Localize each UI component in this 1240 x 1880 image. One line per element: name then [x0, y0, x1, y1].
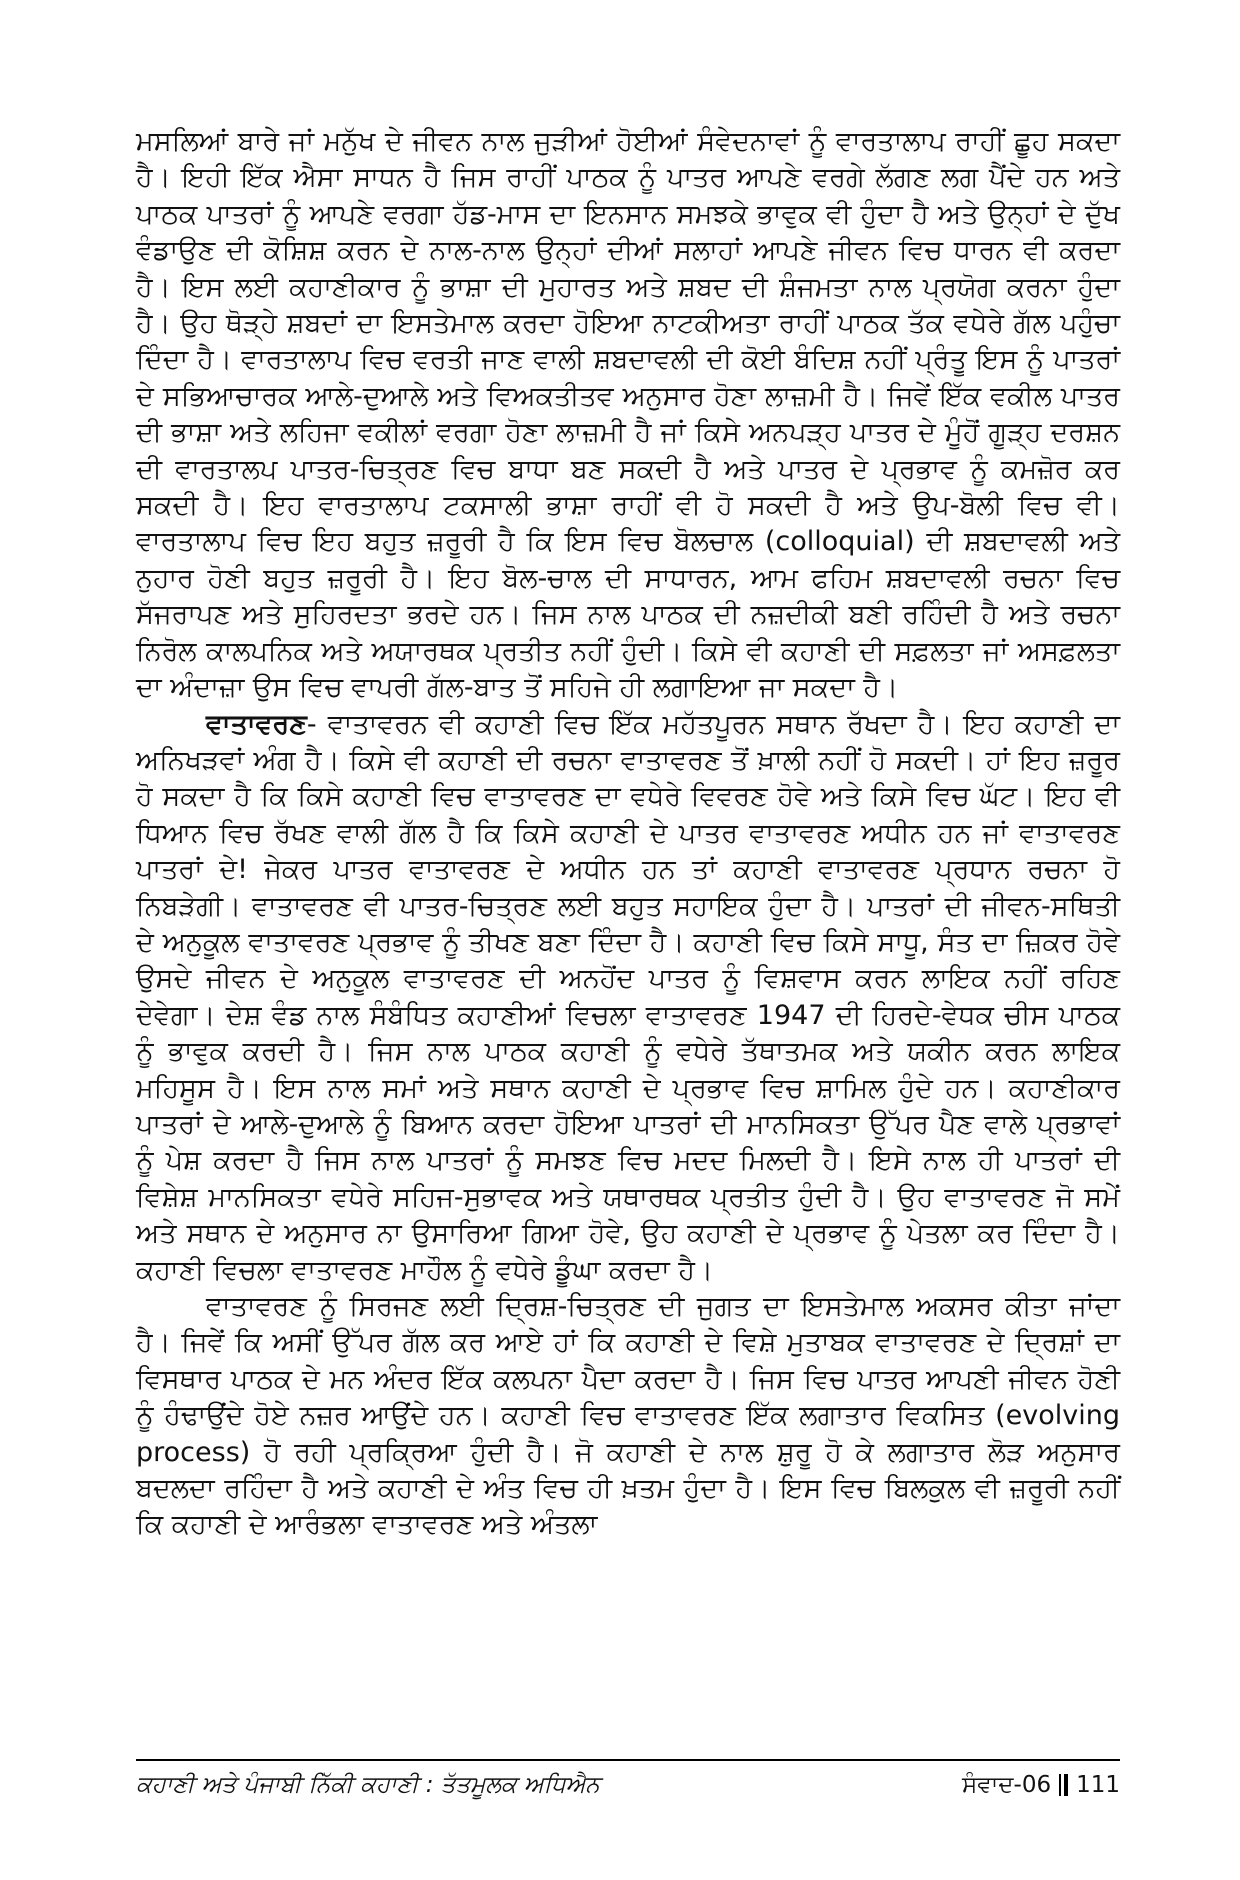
separator-bars-icon [1059, 1774, 1068, 1796]
paragraph-environment-text: - ਵਾਤਾਵਰਨ ਵੀ ਕਹਾਣੀ ਵਿਚ ਇੱਕ ਮਹੱਤਪੂਰਨ ਸਥਾਨ ਰੱਖਦਾ ਹੈ। ਇਹ ਕਹਾਣੀ ਦਾ ਅਨਿਖੜਵਾਂ ਅੰਗ ਹੈ। ਕਿਸੇ ਵੀ ਕਹਾਣੀ ਦੀ ਰਚਨਾ ਵਾਤਾਵਰਣ ਤੋਂ ਖ਼ਾਲੀ ਨਹੀਂ ਹੋ ਸਕਦੀ। ਹਾਂ ਇਹ ਜ਼ਰੂਰ ਹੋ ਸਕਦਾ ਹੈ ਕਿ ਕਿਸੇ ਕਹਾਣੀ ਵਿਚ ਵਾਤਾਵਰਣ ਦਾ ਵਧੇਰੇ ਵਿਵਰਣ ਹੋਵੇ ਅਤੇ ਕਿਸੇ ਵਿਚ ਘੱਟ। ਇਹ ਵੀ ਧਿਆਨ ਵਿਚ ਰੱਖਣ ਵਾਲੀ ਗੱਲ ਹੈ ਕਿ ਕਿਸੇ ਕਹਾਣੀ ਦੇ ਪਾਤਰ ਵਾਤਾਵਰਣ ਅਧੀਨ ਹਨ ਜਾਂ ਵਾਤਾਵਰਣ ਪਾਤਰਾਂ ਦੇ! ਜੇਕਰ ਪਾਤਰ ਵਾਤਾਵਰਣ ਦੇ ਅਧੀਨ ਹਨ ਤਾਂ ਕਹਾਣੀ ਵਾਤਾਵਰਣ ਪ੍ਰਧਾਨ ਰਚਨਾ ਹੋ ਨਿਬੜੇਗੀ। ਵਾਤਾਵਰਣ ਵੀ ਪਾਤਰ-ਚਿਤ੍ਰਣ ਲਈ ਬਹੁਤ ਸਹਾਇਕ ਹੁੰਦਾ ਹੈ। ਪਾਤਰਾਂ ਦੀ ਜੀਵਨ-ਸਥਿਤੀ ਦੇ ਅਨੁਕੂਲ ਵਾਤਾਵਰਣ ਪ੍ਰਭਾਵ ਨੂੰ ਤੀਖਣ ਬਣਾ ਦਿੰਦਾ ਹੈ। ਕਹਾਣੀ ਵਿਚ ਕਿਸੇ ਸਾਧੂ, ਸੰਤ ਦਾ ਜ਼ਿਕਰ ਹੋਵੇ ਉਸਦੇ ਜੀਵਨ ਦੇ ਅਨੁਕੂਲ ਵਾਤਾਵਰਣ ਦੀ ਅਨਹੋਂਦ ਪਾਤਰ ਨੂੰ ਵਿਸ਼ਵਾਸ ਕਰਨ ਲਾਇਕ ਨਹੀਂ ਰਹਿਣ ਦੇਵੇਗਾ। ਦੇਸ਼ ਵੰਡ ਨਾਲ ਸੰਬੰਧਿਤ ਕਹਾਣੀਆਂ ਵਿਚਲਾ ਵਾਤਾਵਰਣ 1947 ਦੀ ਹਿਰਦੇ-ਵੇਧਕ ਚੀਸ ਪਾਠਕ ਨੂੰ ਭਾਵੁਕ ਕਰਦੀ ਹੈ। ਜਿਸ ਨਾਲ ਪਾਠਕ ਕਹਾਣੀ ਨੂੰ ਵਧੇਰੇ ਤੱਥਾਤਮਕ ਅਤੇ ਯਕੀਨ ਕਰਨ ਲਾਇਕ ਮਹਿਸੂਸ ਹੈ। ਇਸ ਨਾਲ ਸਮਾਂ ਅਤੇ ਸਥਾਨ ਕਹਾਣੀ ਦੇ ਪ੍ਰਭਾਵ ਵਿਚ ਸ਼ਾਮਿਲ ਹੁੰਦੇ ਹਨ। ਕਹਾਣੀਕਾਰ ਪਾਤਰਾਂ ਦੇ ਆਲੇ-ਦੁਆਲੇ ਨੂੰ ਬਿਆਨ ਕਰਦਾ ਹੋਇਆ ਪਾਤਰਾਂ ਦੀ ਮਾਨਸਿਕਤਾ ਉੱਪਰ ਪੈਣ ਵਾਲੇ ਪ੍ਰਭਾਵਾਂ ਨੂੰ ਪੇਸ਼ ਕਰਦਾ ਹੈ ਜਿਸ ਨਾਲ ਪਾਤਰਾਂ ਨੂੰ ਸਮਝਣ ਵਿਚ ਮਦਦ ਮਿਲਦੀ ਹੈ। ਇਸੇ ਨਾਲ ਹੀ ਪਾਤਰਾਂ ਦੀ ਵਿਸ਼ੇਸ਼ ਮਾਨਸਿਕਤਾ ਵਧੇਰੇ ਸਹਿਜ-ਸੁਭਾਵਕ ਅਤੇ ਯਥਾਰਥਕ ਪ੍ਰਤੀਤ ਹੁੰਦੀ ਹੈ। ਉਹ ਵਾਤਾਵਰਣ ਜੋ ਸਮੇਂ ਅਤੇ ਸਥਾਨ ਦੇ ਅਨੁਸਾਰ ਨਾ ਉਸਾਰਿਆ ਗਿਆ ਹੋਵੇ, ਉਹ ਕਹਾਣੀ ਦੇ ਪ੍ਰਭਾਵ ਨੂੰ ਪੇਤਲਾ ਕਰ ਦਿੰਦਾ ਹੈ। ਕਹਾਣੀ ਵਿਚਲਾ ਵਾਤਾਵਰਣ ਮਾਹੌਲ ਨੂੰ ਵਧੇਰੇ ਡੂੰਘਾ ਕਰਦਾ ਹੈ। [136, 708, 1120, 1286]
page-footer [136, 1765, 1120, 1805]
separator-bar-thin [1059, 1774, 1061, 1796]
running-title: ਕਹਾਣੀ ਅਤੇ ਪੰਜਾਬੀ ਨਿੱਕੀ ਕਹਾਣੀ : ਤੱਤਮੂਲਕ ਅਧਿਐਨ [136, 1772, 600, 1798]
footer-page-info [962, 1765, 1120, 1805]
paragraph-scene-depiction: ਵਾਤਾਵਰਣ ਨੂੰ ਸਿਰਜਣ ਲਈ ਦ੍ਰਿਸ਼-ਚਿਤ੍ਰਣ ਦੀ ਜੁਗਤ ਦਾ ਇਸਤੇਮਾਲ ਅਕਸਰ ਕੀਤਾ ਜਾਂਦਾ ਹੈ। ਜਿਵੇਂ ਕਿ ਅਸੀਂ ਉੱਪਰ ਗੱਲ ਕਰ ਆਏ ਹਾਂ ਕਿ ਕਹਾਣੀ ਦੇ ਵਿਸ਼ੇ ਮੁਤਾਬਕ ਵਾਤਾਵਰਣ ਦੇ ਦ੍ਰਿਸ਼ਾਂ ਦਾ ਵਿਸਥਾਰ ਪਾਠਕ ਦੇ ਮਨ ਅੰਦਰ ਇੱਕ ਕਲਪਨਾ ਪੈਦਾ ਕਰਦਾ ਹੈ। ਜਿਸ ਵਿਚ ਪਾਤਰ ਆਪਣੀ ਜੀਵਨ ਹੋਣੀ ਨੂੰ ਹੰਢਾਉਂਦੇ ਹੋਏ ਨਜ਼ਰ ਆਉਂਦੇ ਹਨ। ਕਹਾਣੀ ਵਿਚ ਵਾਤਾਵਰਣ ਇੱਕ ਲਗਾਤਾਰ ਵਿਕਸਿਤ (evolving process) ਹੋ ਰਹੀ ਪ੍ਰਕ੍ਰਿਆ ਹੁੰਦੀ ਹੈ। ਜੋ ਕਹਾਣੀ ਦੇ ਨਾਲ ਸ਼ੁਰੂ ਹੋ ਕੇ ਲਗਾਤਾਰ ਲੋੜ ਅਨੁਸਾਰ ਬਦਲਦਾ ਰਹਿੰਦਾ ਹੈ ਅਤੇ ਕਹਾਣੀ ਦੇ ਅੰਤ ਵਿਚ ਹੀ ਖ਼ਤਮ ਹੁੰਦਾ ਹੈ। ਇਸ ਵਿਚ ਬਿਲਕੁਲ ਵੀ ਜ਼ਰੂਰੀ ਨਹੀਂ ਕਿ ਕਹਾਣੀ ਦੇ ਆਰੰਭਲਾ ਵਾਤਾਵਰਣ ਅਤੇ ਅੰਤਲਾ [136, 1291, 1120, 1541]
body-text [136, 124, 1120, 1544]
paragraph-dialogue: ਮਸਲਿਆਂ ਬਾਰੇ ਜਾਂ ਮਨੁੱਖ ਦੇ ਜੀਵਨ ਨਾਲ ਜੁੜੀਆਂ ਹੋਈਆਂ ਸੰਵੇਦਨਾਵਾਂ ਨੂੰ ਵਾਰਤਾਲਾਪ ਰਾਹੀਂ ਛੂਹ ਸਕਦਾ ਹੈ। ਇਹੀ ਇੱਕ ਐਸਾ ਸਾਧਨ ਹੈ ਜਿਸ ਰਾਹੀਂ ਪਾਠਕ ਨੂੰ ਪਾਤਰ ਆਪਣੇ ਵਰਗੇ ਲੱਗਣ ਲਗ ਪੈਂਦੇ ਹਨ ਅਤੇ ਪਾਠਕ ਪਾਤਰਾਂ ਨੂੰ ਆਪਣੇ ਵਰਗਾ ਹੱਡ-ਮਾਸ ਦਾ ਇਨਸਾਨ ਸਮਝਕੇ ਭਾਵੁਕ ਵੀ ਹੁੰਦਾ ਹੈ ਅਤੇ ਉਨ੍ਹਾਂ ਦੇ ਦੁੱਖ ਵੰਡਾਉਣ ਦੀ ਕੋਸ਼ਿਸ਼ ਕਰਨ ਦੇ ਨਾਲ-ਨਾਲ ਉਨ੍ਹਾਂ ਦੀਆਂ ਸਲਾਹਾਂ ਆਪਣੇ ਜੀਵਨ ਵਿਚ ਧਾਰਨ ਵੀ ਕਰਦਾ ਹੈ। ਇਸ ਲਈ ਕਹਾਣੀਕਾਰ ਨੂੰ ਭਾਸ਼ਾ ਦੀ ਮੁਹਾਰਤ ਅਤੇ ਸ਼ਬਦ ਦੀ ਸ਼ੰਜਮਤਾ ਨਾਲ ਪ੍ਰਯੋਗ ਕਰਨਾ ਹੁੰਦਾ ਹੈ। ਉਹ ਥੋੜ੍ਹੇ ਸ਼ਬਦਾਂ ਦਾ ਇਸਤੇਮਾਲ ਕਰਦਾ ਹੋਇਆ ਨਾਟਕੀਅਤਾ ਰਾਹੀਂ ਪਾਠਕ ਤੱਕ ਵਧੇਰੇ ਗੱਲ ਪਹੁੰਚਾ ਦਿੰਦਾ ਹੈ। ਵਾਰਤਾਲਾਪ ਵਿਚ ਵਰਤੀ ਜਾਣ ਵਾਲੀ ਸ਼ਬਦਾਵਲੀ ਦੀ ਕੋਈ ਬੰਦਿਸ਼ ਨਹੀਂ ਪ੍ਰੰਤੂ ਇਸ ਨੂੰ ਪਾਤਰਾਂ ਦੇ ਸਭਿਆਚਾਰਕ ਆਲੇ-ਦੁਆਲੇ ਅਤੇ ਵਿਅਕਤੀਤਵ ਅਨੁਸਾਰ ਹੋਣਾ ਲਾਜ਼ਮੀ ਹੈ। ਜਿਵੇਂ ਇੱਕ ਵਕੀਲ ਪਾਤਰ ਦੀ ਭਾਸ਼ਾ ਅਤੇ ਲਹਿਜਾ ਵਕੀਲਾਂ ਵਰਗਾ ਹੋਣਾ ਲਾਜ਼ਮੀ ਹੈ ਜਾਂ ਕਿਸੇ ਅਨਪੜ੍ਹ ਪਾਤਰ ਦੇ ਮੂੰਹੋਂ ਗੂੜ੍ਹ ਦਰਸ਼ਨ ਦੀ ਵਾਰਤਾਲਪ ਪਾਤਰ-ਚਿਤ੍ਰਣ ਵਿਚ ਬਾਧਾ ਬਣ ਸਕਦੀ ਹੈ ਅਤੇ ਪਾਤਰ ਦੇ ਪ੍ਰਭਾਵ ਨੂੰ ਕਮਜ਼ੋਰ ਕਰ ਸਕਦੀ ਹੈ। ਇਹ ਵਾਰਤਾਲਾਪ ਟਕਸਾਲੀ ਭਾਸ਼ਾ ਰਾਹੀਂ ਵੀ ਹੋ ਸਕਦੀ ਹੈ ਅਤੇ ਉਪ-ਬੋਲੀ ਵਿਚ ਵੀ। ਵਾਰਤਾਲਾਪ ਵਿਚ ਇਹ ਬਹੁਤ ਜ਼ਰੂਰੀ ਹੈ ਕਿ ਇਸ ਵਿਚ ਬੋਲਚਾਲ (colloquial) ਦੀ ਸ਼ਬਦਾਵਲੀ ਅਤੇ ਨੁਹਾਰ ਹੋਣੀ ਬਹੁਤ ਜ਼ਰੂਰੀ ਹੈ। ਇਹ ਬੋਲ-ਚਾਲ ਦੀ ਸਾਧਾਰਨ, ਆਮ ਫਹਿਮ ਸ਼ਬਦਾਵਲੀ ਰਚਨਾ ਵਿਚ ਸੱਜਰਾਪਣ ਅਤੇ ਸੁਹਿਰਦਤਾ ਭਰਦੇ ਹਨ। ਜਿਸ ਨਾਲ ਪਾਠਕ ਦੀ ਨਜ਼ਦੀਕੀ ਬਣੀ ਰਹਿੰਦੀ ਹੈ ਅਤੇ ਰਚਨਾ ਨਿਰੋਲ ਕਾਲਪਨਿਕ ਅਤੇ ਅਯਾਰਥਕ ਪ੍ਰਤੀਤ ਨਹੀਂ ਹੁੰਦੀ। ਕਿਸੇ ਵੀ ਕਹਾਣੀ ਦੀ ਸਫ਼ਲਤਾ ਜਾਂ ਅਸਫ਼ਲਤਾ ਦਾ ਅੰਦਾਜ਼ਾ ਉਸ ਵਿਚ ਵਾਪਰੀ ਗੱਲ-ਬਾਤ ਤੋਂ ਸਹਿਜੇ ਹੀ ਲਗਾਇਆ ਜਾ ਸਕਦਾ ਹੈ। [136, 126, 1120, 704]
paragraph-environment [136, 707, 1120, 1290]
page-number: 111 [1076, 1772, 1120, 1798]
issue-label: ਸੰਵਾਦ-06 [962, 1772, 1052, 1798]
section-heading-environment: ਵਾਤਾਵਰਣ [206, 708, 307, 740]
separator-bar-thick [1064, 1774, 1068, 1796]
footer-divider [136, 1759, 1120, 1761]
